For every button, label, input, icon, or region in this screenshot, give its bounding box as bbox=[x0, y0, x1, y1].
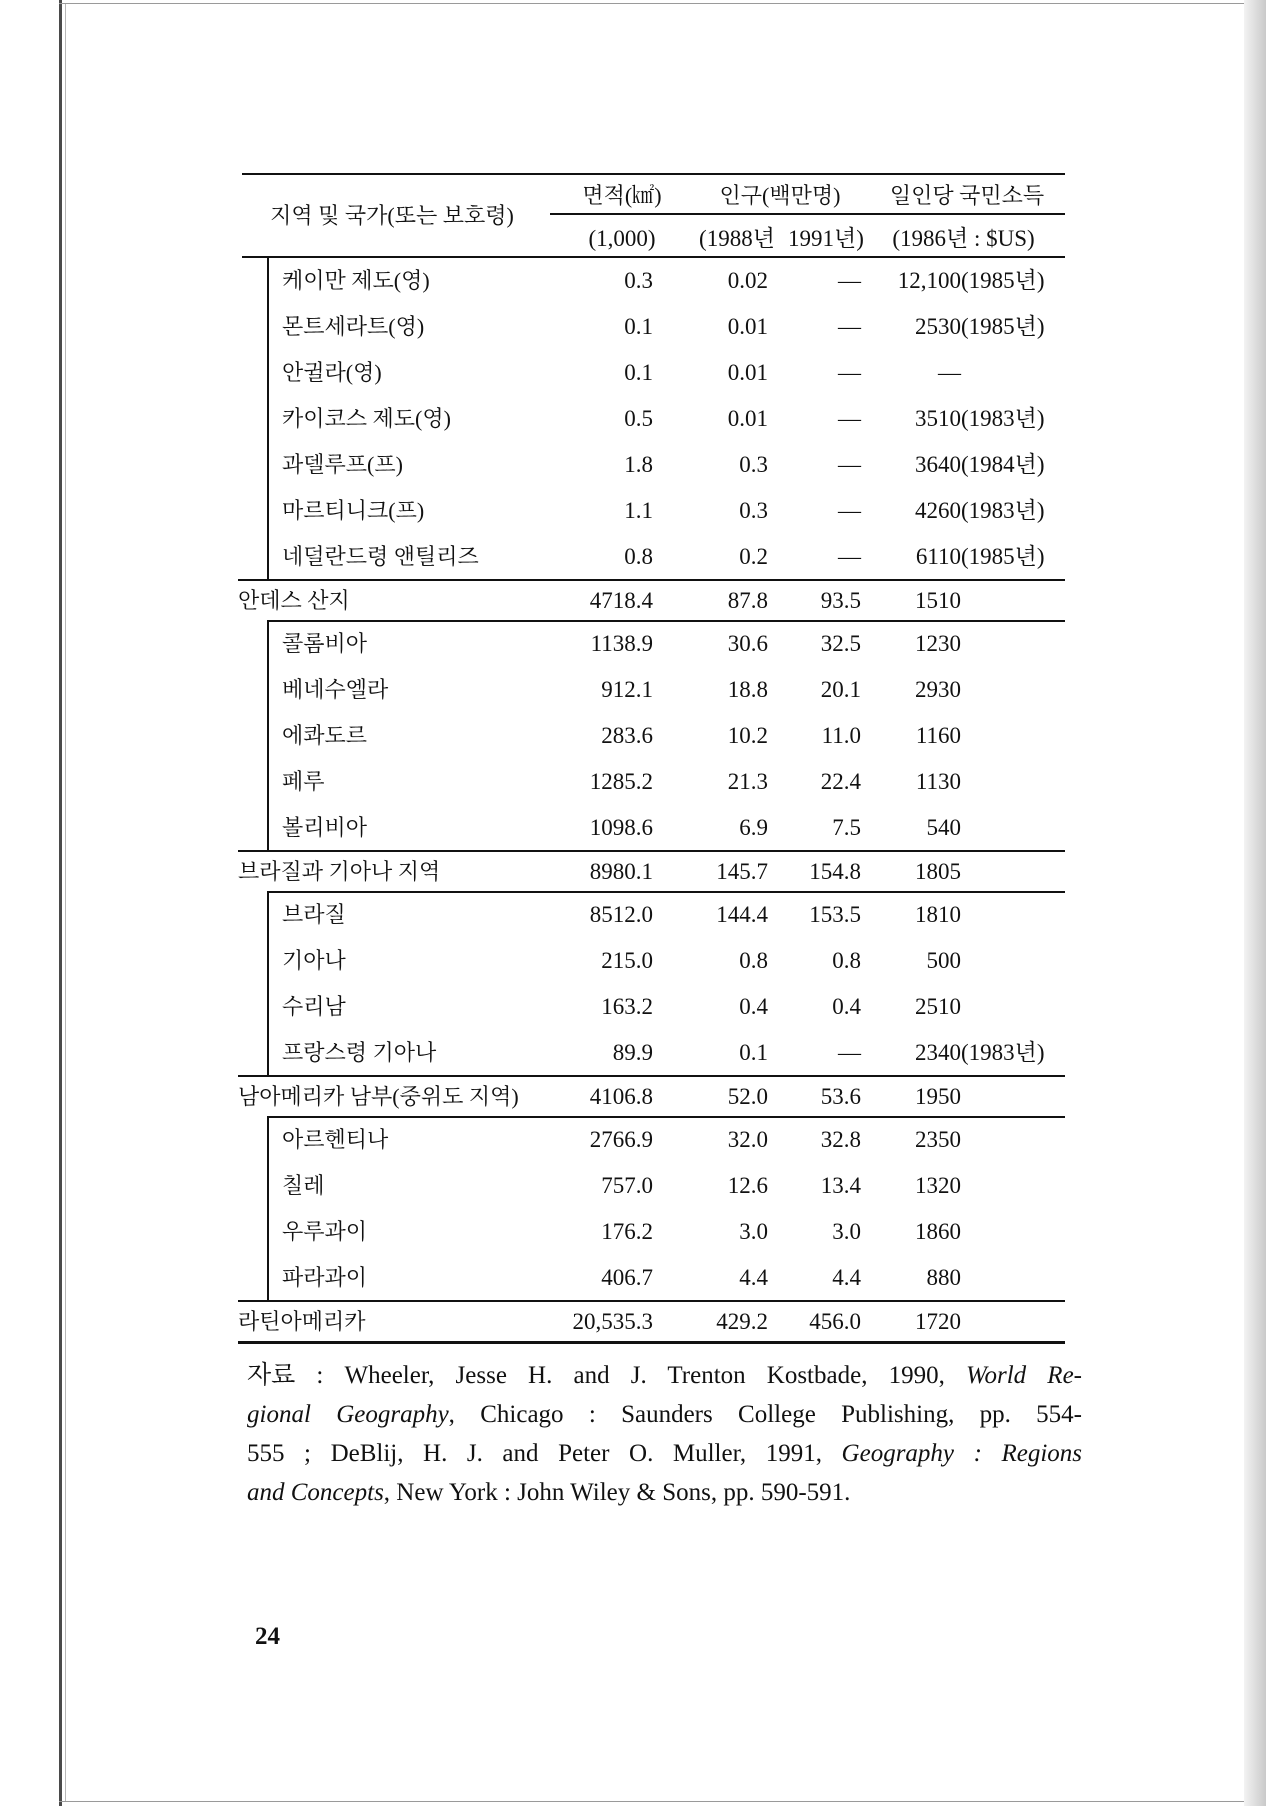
population-1988-value: 0.01 bbox=[727, 314, 768, 339]
area-value: 912.1 bbox=[601, 677, 653, 702]
table-row bbox=[242, 667, 1065, 713]
population-1988-value: 0.1 bbox=[739, 1040, 768, 1065]
population-1988-value: 3.0 bbox=[739, 1219, 768, 1244]
header-population-1991: 1991년) bbox=[788, 226, 864, 251]
table-row bbox=[242, 1209, 1065, 1255]
area-value: 163.2 bbox=[601, 994, 653, 1019]
page-top-edge bbox=[59, 3, 1246, 4]
table-row bbox=[242, 258, 1065, 304]
area-value: 176.2 bbox=[601, 1219, 653, 1244]
page-number: 24 bbox=[255, 1623, 280, 1650]
region-name: 네덜란드령 앤틸리즈 bbox=[282, 544, 479, 569]
table-row bbox=[242, 1117, 1065, 1163]
region-name: 케이만 제도(영) bbox=[282, 268, 430, 293]
table-row bbox=[242, 488, 1065, 534]
source-title: World Re- bbox=[965, 1362, 1082, 1389]
income-value: 1860 bbox=[915, 1219, 961, 1244]
population-1988-value: 429.2 bbox=[716, 1309, 768, 1334]
region-name: 마르티니크(프) bbox=[282, 498, 425, 523]
population-1988-value: 21.3 bbox=[727, 769, 768, 794]
table-group-row bbox=[238, 1301, 1065, 1342]
population-1991-value: — bbox=[838, 406, 861, 431]
population-1988-value: 12.6 bbox=[727, 1173, 768, 1198]
source-text: , New York : John Wiley & Sons, pp. 590-591. bbox=[383, 1479, 851, 1506]
income-value: 12,100 bbox=[897, 268, 961, 293]
income-value: 2930 bbox=[915, 677, 961, 702]
source-line bbox=[247, 1356, 1082, 1395]
area-value: 0.8 bbox=[624, 544, 653, 569]
source-text: 555 ; DeBlij, H. J. and Peter O. Muller, 1991, bbox=[247, 1440, 842, 1467]
population-1988-value: 4.4 bbox=[739, 1265, 768, 1290]
table-row bbox=[242, 534, 1065, 580]
area-value: 8980.1 bbox=[589, 859, 653, 884]
area-value: 4106.8 bbox=[589, 1084, 653, 1109]
region-name: 볼리비아 bbox=[282, 815, 368, 840]
area-value: 757.0 bbox=[601, 1173, 653, 1198]
source-line bbox=[247, 1473, 1082, 1512]
income-value: 2510 bbox=[915, 994, 961, 1019]
table-row bbox=[242, 396, 1065, 442]
income-year-note: (1985년) bbox=[961, 314, 1045, 339]
population-1988-value: 87.8 bbox=[727, 588, 768, 613]
income-value: 2530 bbox=[915, 314, 961, 339]
income-value: 4260 bbox=[915, 498, 961, 523]
area-value: 1.8 bbox=[624, 452, 653, 477]
region-name: 페루 bbox=[282, 769, 325, 794]
population-1988-value: 52.0 bbox=[727, 1084, 768, 1109]
population-1991-value: 93.5 bbox=[820, 588, 861, 613]
area-value: 0.5 bbox=[624, 406, 653, 431]
source-title: and Concepts bbox=[247, 1479, 384, 1506]
income-value: 1720 bbox=[915, 1309, 961, 1334]
area-value: 4718.4 bbox=[589, 588, 653, 613]
population-1991-value: 22.4 bbox=[820, 769, 861, 794]
table-header bbox=[242, 173, 1065, 258]
region-name: 안귈라(영) bbox=[282, 360, 382, 385]
region-name: 남아메리카 남부(중위도 지역) bbox=[238, 1084, 519, 1109]
population-1991-value: 7.5 bbox=[832, 815, 861, 840]
income-value: 1130 bbox=[915, 769, 961, 794]
income-value: 540 bbox=[926, 815, 961, 840]
income-year-note: (1984년) bbox=[961, 452, 1045, 477]
area-value: 406.7 bbox=[601, 1265, 653, 1290]
population-1991-value: — bbox=[838, 544, 861, 569]
region-name: 프랑스령 기아나 bbox=[282, 1040, 437, 1065]
table-row bbox=[242, 1030, 1065, 1076]
income-year-note: (1985년) bbox=[961, 544, 1045, 569]
region-name: 수리남 bbox=[282, 994, 346, 1019]
area-value: 2766.9 bbox=[589, 1127, 653, 1152]
population-1988-value: 0.4 bbox=[739, 994, 768, 1019]
income-value: 1160 bbox=[915, 723, 961, 748]
population-1988-value: 145.7 bbox=[716, 859, 768, 884]
population-1988-value: 0.3 bbox=[739, 498, 768, 523]
source-text: , Chicago : Saunders College Publishing, pp. 554- bbox=[448, 1401, 1082, 1428]
income-value: 1950 bbox=[915, 1084, 961, 1109]
population-1991-value: 13.4 bbox=[820, 1173, 861, 1198]
population-1991-value: 456.0 bbox=[809, 1309, 861, 1334]
source-title: gional Geography bbox=[247, 1401, 449, 1428]
population-1991-value: 0.4 bbox=[832, 994, 861, 1019]
table-row bbox=[242, 1255, 1065, 1301]
population-1991-value: 3.0 bbox=[832, 1219, 861, 1244]
region-name: 에콰도르 bbox=[282, 723, 368, 748]
population-1991-value: 154.8 bbox=[809, 859, 861, 884]
population-1988-value: 0.02 bbox=[727, 268, 768, 293]
region-name: 아르헨티나 bbox=[282, 1127, 389, 1152]
table-row bbox=[242, 1163, 1065, 1209]
page-binding-edge bbox=[59, 0, 62, 1806]
region-name: 과델루프(프) bbox=[282, 452, 403, 477]
table-row bbox=[242, 984, 1065, 1030]
income-value: 1510 bbox=[915, 588, 961, 613]
table-row bbox=[242, 805, 1065, 851]
population-1988-value: 0.8 bbox=[739, 948, 768, 973]
header-population-1988: (1988년 bbox=[699, 226, 775, 251]
header-income-unit: (1986년 : $US) bbox=[892, 226, 1035, 251]
area-value: 89.9 bbox=[612, 1040, 653, 1065]
population-1991-value: — bbox=[838, 452, 861, 477]
income-value: 3640 bbox=[915, 452, 961, 477]
population-1988-value: 18.8 bbox=[727, 677, 768, 702]
income-year-note: (1983년) bbox=[961, 1040, 1045, 1065]
population-1988-value: 0.2 bbox=[739, 544, 768, 569]
population-1991-value: — bbox=[838, 314, 861, 339]
income-value: 2350 bbox=[915, 1127, 961, 1152]
region-name: 베네수엘라 bbox=[282, 677, 389, 702]
population-1991-value: 32.8 bbox=[820, 1127, 861, 1152]
area-value: 0.1 bbox=[624, 360, 653, 385]
population-1991-value: 4.4 bbox=[832, 1265, 861, 1290]
population-1988-value: 0.01 bbox=[727, 406, 768, 431]
population-1988-value: 10.2 bbox=[727, 723, 768, 748]
table-row bbox=[242, 713, 1065, 759]
header-population: 인구(백만명) bbox=[719, 183, 841, 208]
table-row bbox=[242, 938, 1065, 984]
table-row bbox=[242, 350, 1065, 396]
population-1991-value: — bbox=[838, 498, 861, 523]
population-1991-value: 0.8 bbox=[832, 948, 861, 973]
table-body bbox=[238, 258, 1065, 1342]
population-1988-value: 32.0 bbox=[727, 1127, 768, 1152]
area-value: 1138.9 bbox=[590, 631, 653, 656]
source-note bbox=[247, 1356, 1082, 1512]
income-year-note: (1983년) bbox=[961, 498, 1045, 523]
area-value: 1098.6 bbox=[589, 815, 653, 840]
income-value: 880 bbox=[926, 1265, 961, 1290]
page-right-shadow bbox=[1244, 0, 1266, 1806]
area-value: 1.1 bbox=[624, 498, 653, 523]
income-value: 6110 bbox=[915, 544, 961, 569]
area-value: 0.1 bbox=[624, 314, 653, 339]
area-value: 20,535.3 bbox=[572, 1309, 653, 1334]
population-1991-value: 53.6 bbox=[820, 1084, 861, 1109]
population-1991-value: — bbox=[838, 268, 861, 293]
table-group-row bbox=[238, 580, 1065, 621]
table-row bbox=[242, 442, 1065, 488]
area-value: 283.6 bbox=[601, 723, 653, 748]
population-1991-value: — bbox=[838, 360, 861, 385]
population-1991-value: 32.5 bbox=[820, 631, 861, 656]
table-row bbox=[242, 892, 1065, 938]
table-row bbox=[242, 621, 1065, 667]
region-name: 몬트세라트(영) bbox=[282, 314, 425, 339]
population-1991-value: 20.1 bbox=[820, 677, 861, 702]
income-year-note: (1985년) bbox=[961, 268, 1045, 293]
population-1991-value: — bbox=[838, 1040, 861, 1065]
area-value: 1285.2 bbox=[589, 769, 653, 794]
page-bottom-edge bbox=[59, 1801, 1246, 1802]
page-inner-edge bbox=[65, 4, 66, 1801]
region-name: 기아나 bbox=[282, 948, 346, 973]
region-name: 안데스 산지 bbox=[238, 588, 350, 613]
header-area-unit: (1,000) bbox=[588, 226, 656, 251]
data-table bbox=[238, 173, 1065, 1342]
income-value: — bbox=[938, 360, 961, 385]
area-value: 215.0 bbox=[601, 948, 653, 973]
region-name: 카이코스 제도(영) bbox=[282, 406, 451, 431]
region-name: 칠레 bbox=[282, 1173, 325, 1198]
table-row bbox=[242, 759, 1065, 805]
income-value: 1810 bbox=[915, 902, 961, 927]
region-name: 브라질과 기아나 지역 bbox=[238, 859, 441, 884]
population-1988-value: 0.3 bbox=[739, 452, 768, 477]
region-name: 라틴아메리카 bbox=[238, 1309, 366, 1334]
income-value: 1230 bbox=[915, 631, 961, 656]
region-name: 우루과이 bbox=[282, 1219, 368, 1244]
population-1991-value: 153.5 bbox=[809, 902, 861, 927]
region-name: 콜롬비아 bbox=[282, 631, 368, 656]
population-1988-value: 0.01 bbox=[727, 360, 768, 385]
income-value: 2340 bbox=[915, 1040, 961, 1065]
region-name: 브라질 bbox=[282, 902, 346, 927]
source-line bbox=[247, 1395, 1082, 1434]
header-income: 일인당 국민소득 bbox=[889, 183, 1045, 208]
region-name: 파라과이 bbox=[282, 1265, 368, 1290]
source-line bbox=[247, 1434, 1082, 1473]
income-value: 1805 bbox=[915, 859, 961, 884]
table-group-row bbox=[238, 851, 1065, 892]
population-1988-value: 144.4 bbox=[716, 902, 768, 927]
source-text: 자료 : Wheeler, Jesse H. and J. Trenton Kostbade, 1990, bbox=[247, 1362, 966, 1389]
header-region: 지역 및 국가(또는 보호령) bbox=[270, 203, 514, 228]
area-value: 8512.0 bbox=[589, 902, 653, 927]
income-value: 3510 bbox=[915, 406, 961, 431]
income-year-note: (1983년) bbox=[961, 406, 1045, 431]
header-area: 면적(㎢) bbox=[582, 183, 662, 208]
population-1991-value: 11.0 bbox=[821, 723, 861, 748]
header-divider bbox=[550, 213, 1065, 215]
income-value: 1320 bbox=[915, 1173, 961, 1198]
table-group-row bbox=[238, 1076, 1065, 1117]
population-1988-value: 6.9 bbox=[739, 815, 768, 840]
population-1988-value: 30.6 bbox=[727, 631, 768, 656]
area-value: 0.3 bbox=[624, 268, 653, 293]
source-title: Geography : Regions bbox=[841, 1440, 1083, 1467]
income-value: 500 bbox=[926, 948, 961, 973]
table-row bbox=[242, 304, 1065, 350]
